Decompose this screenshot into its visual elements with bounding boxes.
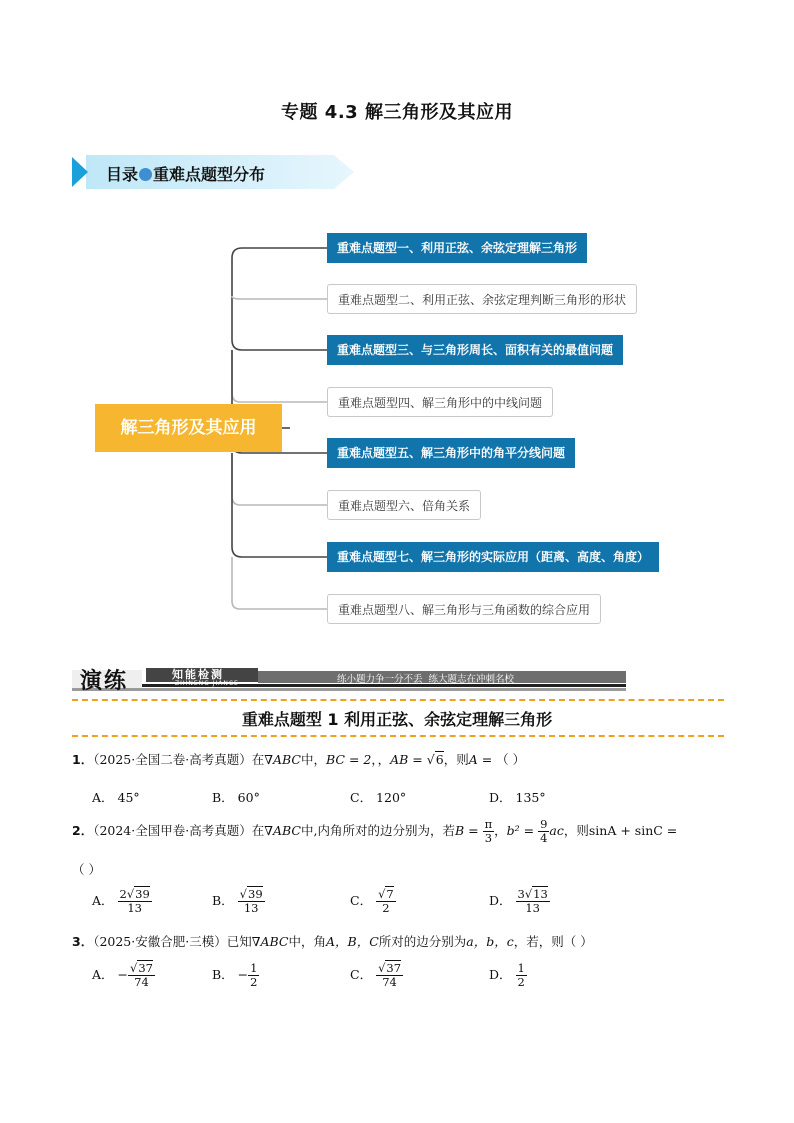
option-label: B． — [212, 893, 234, 908]
fraction-numerator: 1 — [250, 961, 258, 975]
coef: 3 — [517, 887, 525, 901]
q2-angle-fraction — [483, 818, 495, 845]
fraction-denominator: 13 — [127, 901, 142, 915]
q1-option-b: B． 60° — [212, 790, 260, 805]
fraction-denominator: 2 — [250, 975, 258, 989]
mindmap-node-5: 重难点题型五、解三角形中的角平分线问题 — [327, 438, 575, 468]
fraction-numerator: 1 — [517, 961, 525, 975]
mindmap-node-6: 重难点题型六、倍角关系 — [327, 490, 481, 520]
fraction-denominator: 74 — [134, 975, 149, 989]
practice-banner — [72, 668, 626, 692]
mindmap-node-8: 重难点题型八、解三角形与三角函数的综合应用 — [327, 594, 601, 624]
q2-side-b: b² = — [506, 823, 539, 838]
banner-main: 演练 — [80, 668, 129, 694]
mindmap-node-2: 重难点题型二、利用正弦、余弦定理判断三角形的形状 — [327, 284, 637, 314]
mindmap-node-4: 重难点题型四、解三角形中的中线问题 — [327, 387, 553, 417]
q3-angles: A，B，C — [326, 934, 379, 949]
q3-text-d: ，若，则（ ） — [513, 934, 593, 949]
fraction-numerator: 9 — [540, 817, 548, 831]
q1-text-b: 中， — [300, 752, 326, 767]
question-source: （2024·全国甲卷·高考真题） — [93, 823, 252, 838]
mindmap-node-3: 重难点题型三、与三角形周长、面积有关的最值问题 — [327, 335, 623, 365]
radicand: 37 — [138, 961, 153, 975]
radicand: 7 — [386, 887, 394, 901]
option-fraction — [376, 962, 403, 989]
radicand: 13 — [533, 887, 548, 901]
q3-option-b — [212, 962, 259, 989]
question-2 — [72, 818, 677, 845]
toc-label: 重难点题型分布 — [153, 165, 266, 184]
q2-text-c: ，则 — [563, 823, 589, 838]
mindmap-center: 解三角形及其应用 — [95, 404, 282, 452]
option-fraction — [376, 888, 396, 915]
option-label: C． — [350, 893, 373, 908]
q1-condition-bc: BC = 2 — [326, 752, 372, 767]
q1-option-a: A． 45° — [92, 790, 140, 805]
option-fraction — [248, 962, 259, 989]
q1-condition-ab: AB = — [390, 752, 427, 767]
option-sign: − — [117, 967, 128, 982]
mindmap-node-1: 重难点题型一、利用正弦、余弦定理解三角形 — [327, 233, 587, 263]
q1-text-d: = （ ） — [477, 752, 526, 767]
fraction-denominator: 13 — [243, 901, 259, 915]
mindmap-node-7: 重难点题型七、解三角形的实际应用（距离、高度、角度） — [327, 542, 659, 572]
question-number: 1． — [72, 752, 94, 767]
fraction-numerator — [376, 962, 403, 976]
option-label: D． — [489, 893, 512, 908]
triangle-symbol: ∇ABC — [264, 752, 301, 767]
section-title: 重难点题型 1 利用正弦、余弦定理解三角形 — [241, 710, 553, 729]
fraction-numerator — [238, 888, 265, 902]
q2-text-a: 在 — [251, 823, 265, 838]
q1-separator: ，， — [371, 752, 391, 767]
fraction-denominator: 74 — [382, 975, 397, 989]
question-number: 2． — [72, 823, 94, 838]
document-title: 专题 4.3 解三角形及其应用 — [281, 102, 513, 123]
option-label: B． — [212, 967, 234, 982]
option-fraction — [238, 888, 265, 915]
triangle-symbol: ∇ABC — [264, 823, 301, 838]
q3-option-a — [92, 962, 155, 989]
option-fraction — [516, 888, 550, 915]
q1-text-a: 在 — [251, 752, 265, 767]
q1-option-d: D． 135° — [489, 790, 546, 805]
option-label: A． — [92, 893, 114, 908]
coef: 2 — [119, 887, 127, 901]
q1-radicand: 6 — [435, 752, 444, 767]
fraction-denominator: 3 — [484, 831, 493, 845]
fraction-numerator — [128, 962, 155, 976]
sqrt-icon: √ — [130, 961, 138, 975]
fraction-denominator: 2 — [517, 975, 525, 989]
triangle-symbol: ∇ABC — [251, 934, 289, 949]
q2-option-c — [350, 888, 396, 915]
q1-option-c: C． 120° — [350, 790, 407, 805]
option-label: C． — [350, 967, 373, 982]
radicand: 39 — [135, 887, 150, 901]
banner-motto: 练小题力争一分不丢 练大题志在冲刺名校 — [337, 674, 515, 685]
sqrt-icon: √ — [524, 887, 533, 901]
option-sign: − — [237, 967, 249, 982]
question-3 — [72, 932, 593, 950]
q3-text-a: 已知 — [226, 934, 252, 949]
sqrt-icon: √ — [426, 752, 435, 767]
q2-angle-b: B = — [454, 823, 483, 838]
q3-sides: a，b，c — [466, 934, 514, 949]
option-fraction — [516, 962, 527, 989]
banner-pinyin: ZHINENG JIANCE — [175, 680, 239, 687]
q1-text-c: ，则 — [443, 752, 469, 767]
fraction-denominator: 13 — [525, 901, 540, 915]
question-1 — [72, 750, 525, 768]
q2-option-d — [489, 888, 550, 915]
option-label: A． — [92, 967, 114, 982]
q2-paren: （ ） — [72, 862, 101, 877]
option-fraction — [128, 962, 155, 989]
option-label: D． — [489, 967, 512, 982]
sqrt-icon: √ — [378, 887, 386, 901]
question-source: （2025·全国二卷·高考真题） — [93, 752, 252, 767]
q2-separator: ， — [494, 823, 507, 838]
q2-text-b: 中,内角所对的边分别为，若 — [300, 823, 455, 838]
question-number: 3． — [72, 934, 94, 949]
question-source: （2025·安徽合肥·三模） — [93, 934, 227, 949]
radicand: 37 — [386, 961, 402, 975]
q2-option-a — [92, 888, 152, 915]
toc-prefix: 目录 — [106, 165, 139, 184]
sqrt-icon: √ — [378, 961, 386, 975]
option-fraction — [118, 888, 152, 915]
q1-ask: A — [468, 752, 478, 767]
banner-sub: 知能检测 — [172, 668, 224, 681]
fraction-denominator: 4 — [540, 831, 548, 845]
fraction-numerator — [376, 888, 396, 902]
sqrt-icon: √ — [126, 887, 135, 901]
section-divider-top — [72, 699, 724, 701]
fraction-numerator: π — [484, 817, 493, 831]
radicand: 39 — [248, 887, 263, 901]
q3-option-c — [350, 962, 403, 989]
q2-ask: sinA + sinC = — [588, 823, 678, 838]
fraction-numerator — [516, 888, 550, 902]
sqrt-icon: √ — [239, 887, 247, 901]
q2-option-b — [212, 888, 265, 915]
q2-coef-fraction — [538, 818, 549, 845]
fraction-numerator — [118, 888, 152, 902]
q2-side-ac: ac — [549, 823, 564, 838]
section-divider-bottom — [72, 735, 724, 737]
q3-option-d — [489, 962, 527, 989]
fraction-denominator: 2 — [382, 901, 390, 915]
q3-text-c: 所对的边分别为 — [378, 934, 467, 949]
q3-text-b: 中，角 — [288, 934, 326, 949]
